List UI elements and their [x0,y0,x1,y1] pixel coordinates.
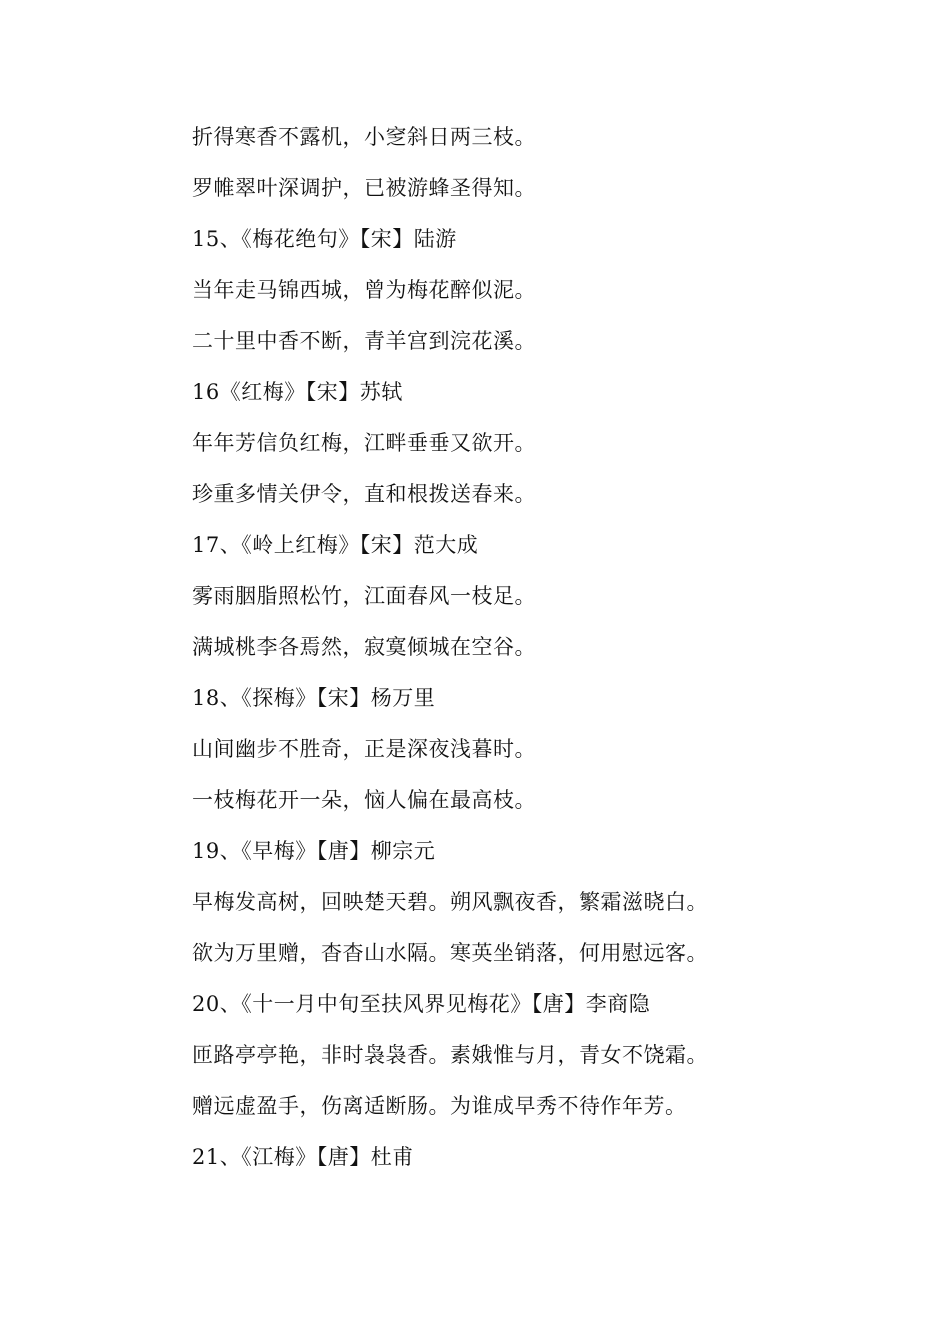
poem-heading: 16《红梅》【宋】苏轼 [192,380,403,404]
poem-line: 赠远虚盈手，伤离适断肠。为谁成早秀不待作年芳。 [192,1094,687,1118]
poem-line: 一枝梅花开一朵，恼人偏在最高枝。 [192,788,536,812]
poem-line: 折得寒香不露机，小窆斜日两三枝。 [192,125,536,149]
poem-line: 早梅发高树，回映楚天碧。朔风飘夜香，繁霜滋晓白。 [192,890,708,914]
poem-heading: 20、《十一月中旬至扶风界见梅花》【唐】李商隐 [192,992,651,1016]
poem-heading: 15、《梅花绝句》【宋】陆游 [192,227,457,251]
poem-line: 二十里中香不断，青羊宫到浣花溪。 [192,329,536,353]
poem-line: 当年走马锦西城，曾为梅花醉似泥。 [192,278,536,302]
poem-text-body [192,116,892,1187]
poem-line: 罗帷翠叶深调护，已被游蜂圣得知。 [192,176,536,200]
poem-line: 雾雨胭脂照松竹，江面春风一枝足。 [192,584,536,608]
poem-line: 山间幽步不胜奇，正是深夜浅暮时。 [192,737,536,761]
poem-line: 满城桃李各焉然，寂寞倾城在空谷。 [192,635,536,659]
poem-line: 匝路亭亭艳，非时袅袅香。素娥惟与月，青女不饶霜。 [192,1043,708,1067]
poem-line: 珍重多情关伊令，直和根拨送春来。 [192,482,536,506]
poem-line: 欲为万里赠，杳杳山水隔。寒英坐销落，何用慰远客。 [192,941,708,965]
poem-heading: 17、《岭上红梅》【宋】范大成 [192,533,479,557]
poem-heading: 19、《早梅》【唐】柳宗元 [192,839,436,863]
poem-heading: 21、《江梅》【唐】杜甫 [192,1145,414,1169]
poem-heading: 18、《探梅》【宋】杨万里 [192,686,436,710]
poem-line: 年年芳信负红梅，江畔垂垂又欲开。 [192,431,536,455]
